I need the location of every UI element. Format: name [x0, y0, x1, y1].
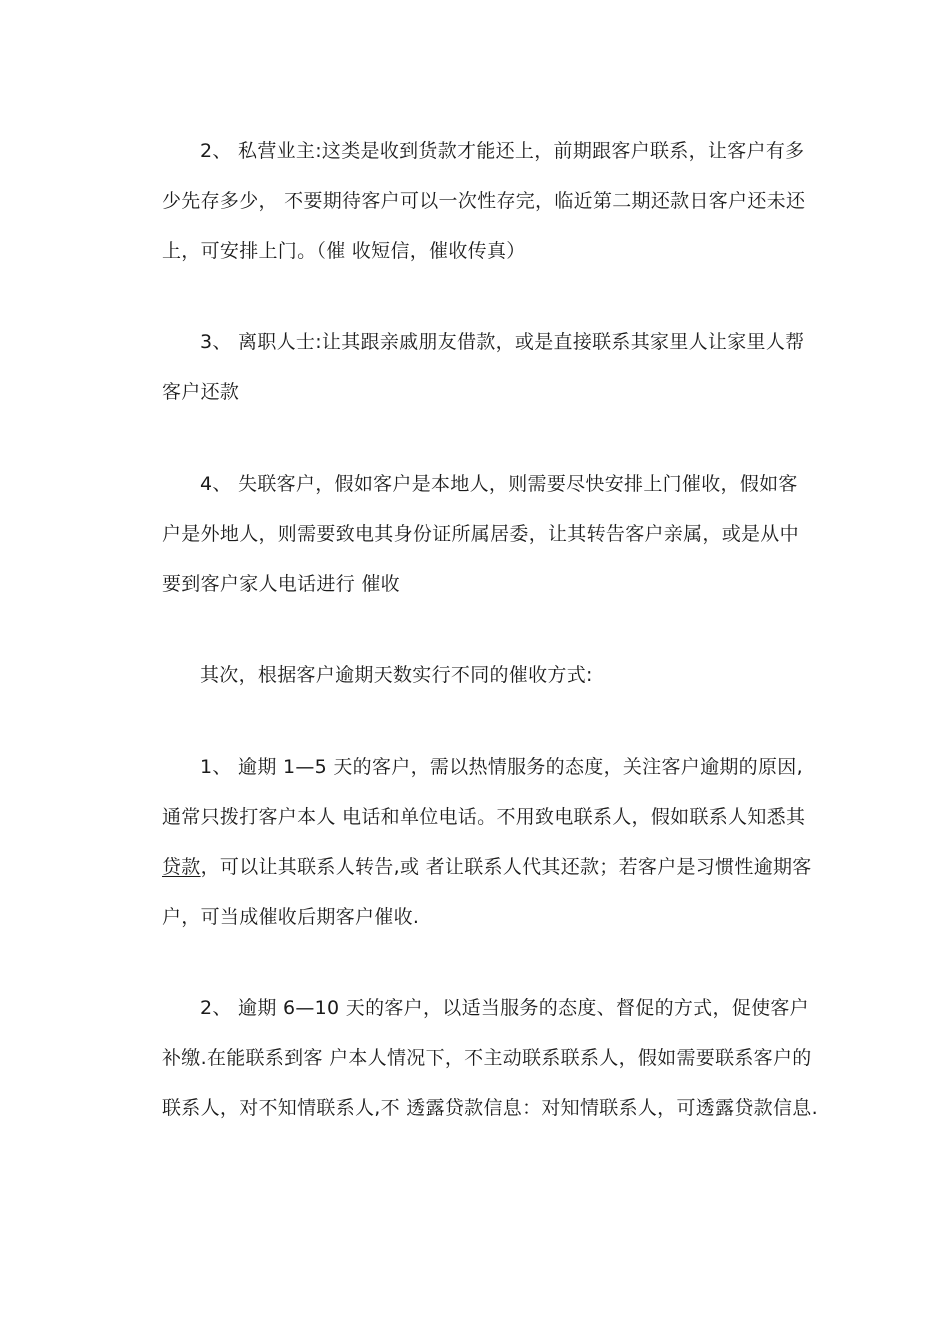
- text-line-rest: ，可以让其联系人转告,或 者让联系人代其还款；若客户是习惯性逾期客: [200, 856, 812, 878]
- text-line: 3、 离职人士:让其跟亲戚朋友借款，或是直接联系其家里人让家里人帮: [200, 331, 805, 353]
- text-line: [162, 842, 812, 892]
- text-line: 其次，根据客户逾期天数实行不同的催收方式:: [200, 664, 593, 686]
- paragraph-overdue-1-5-days: [162, 742, 812, 942]
- text-line: 通常只拨打客户本人 电话和单位电话。不用致电联系人，假如联系人知悉其: [162, 806, 806, 828]
- loan-link[interactable]: 贷款: [162, 856, 201, 878]
- text-line: 联系人，对不知情联系人,不 透露贷款信息：对知情联系人，可透露贷款信息.: [162, 1097, 818, 1119]
- text-line: 1、 逾期 1—5 天的客户，需以热情服务的态度，关注客户逾期的原因,: [200, 756, 803, 778]
- text-line: 少先存多少， 不要期待客户可以一次性存完，临近第二期还款日客户还未还: [162, 190, 806, 212]
- text-line: 2、 逾期 6—10 天的客户，以适当服务的态度、督促的方式，促使客户: [200, 997, 809, 1019]
- paragraph-private-business-owner: [162, 126, 812, 276]
- text-line: 户是外地人，则需要致电其身份证所属居委，让其转告客户亲属，或是从中: [162, 523, 799, 545]
- text-line: 补缴.在能联系到客 户本人情况下，不主动联系联系人，假如需要联系客户的: [162, 1047, 812, 1069]
- text-line: 2、 私营业主:这类是收到货款才能还上，前期跟客户联系，让客户有多: [200, 140, 805, 162]
- paragraph-resigned-person: [162, 317, 812, 417]
- text-line: 4、 失联客户，假如客户是本地人，则需要尽快安排上门催收，假如客: [200, 473, 798, 495]
- text-line: 客户还款: [162, 381, 240, 403]
- text-line: 要到客户家人电话进行 催收: [162, 573, 400, 595]
- text-line: 上，可安排上门。（催 收短信，催收传真）: [162, 240, 526, 262]
- paragraph-overdue-6-10-days: [162, 983, 818, 1133]
- paragraph-lost-contact-customer: [162, 459, 812, 609]
- text-line: 户，可当成催收后期客户催收.: [162, 906, 420, 928]
- paragraph-overdue-methods-intro: [162, 650, 812, 700]
